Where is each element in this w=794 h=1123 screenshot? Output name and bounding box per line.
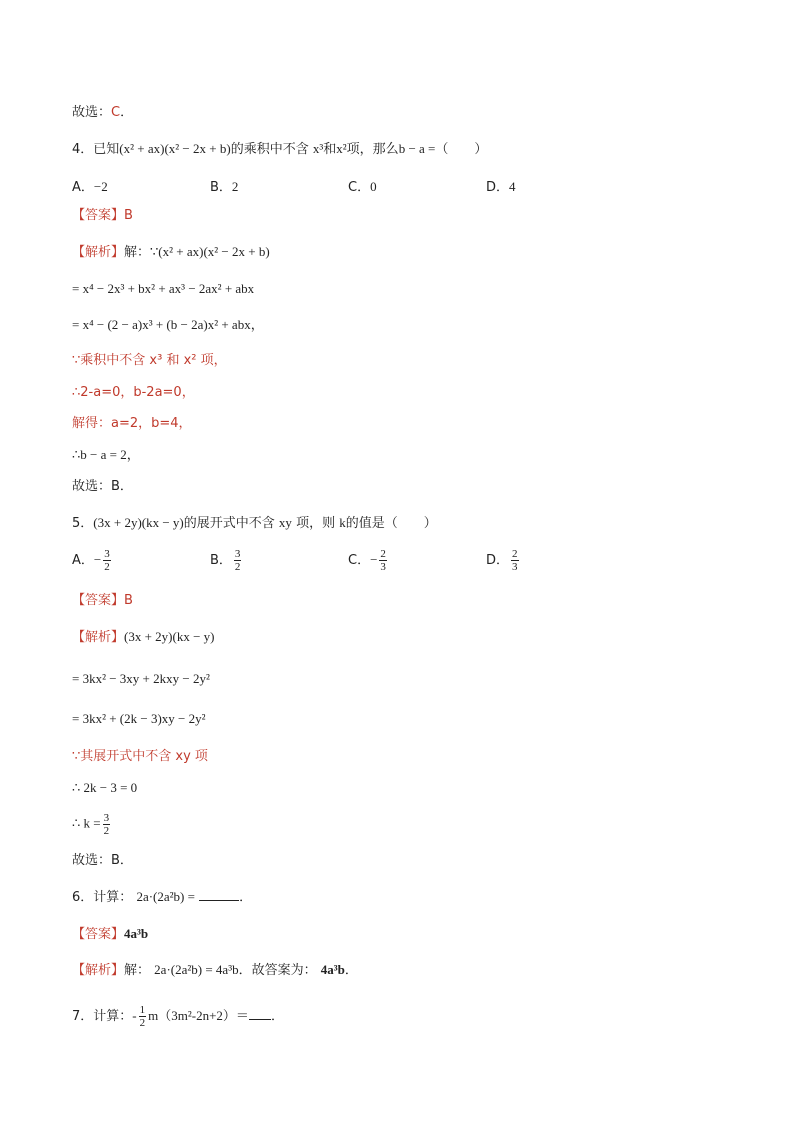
q4-number: 4．	[72, 142, 94, 157]
q5-option-a: A．− $\frac{3}{2}$	[72, 548, 110, 573]
q6-analysis-label: 【解析】	[72, 963, 125, 978]
q4-step6: ∴b − a = 2，	[72, 447, 140, 462]
q7-number: 7．	[72, 1009, 94, 1024]
q5-stem-mid: 的展开式中不含	[183, 516, 275, 531]
q5-option-b: B． $\frac{3}{2}$	[210, 548, 241, 573]
q6-analysis-expr: 2a·(2a²b) = 4a³b	[154, 962, 239, 977]
q6-answer-label: 【答案】	[72, 927, 125, 942]
q5-analysis-expr: (3x + 2y)(kx − y)	[124, 629, 215, 644]
q5-var: k	[339, 515, 346, 530]
q5-step3: ∵其展开式中不含 xy 项	[72, 749, 208, 764]
q5-stem-end: 的值是（ ）	[345, 516, 437, 531]
q4-expression: (x² + ax)(x² − 2x + b)	[119, 141, 231, 156]
q4-paren: （ ）	[435, 142, 488, 157]
q4-conclusion: 故选：B．	[72, 479, 133, 494]
q4-option-a: A．−2	[72, 179, 108, 195]
previous-answer-line	[72, 104, 133, 122]
q5-step1: = 3kx² − 3xy + 2kxy − 2y²	[72, 671, 210, 686]
q4-step1: = x⁴ − 2x³ + bx² + ax³ − 2ax² + abx	[72, 281, 255, 296]
q4-target: b − a =	[398, 141, 436, 156]
q4-stem	[72, 140, 487, 159]
q5-analysis-line	[72, 628, 215, 647]
q6-stem-text: 计算：	[93, 890, 133, 905]
q4-stem-mid: 的乘积中不含	[230, 142, 309, 157]
q5-step2: = 3kx² + (2k − 3)xy − 2y²	[72, 711, 206, 726]
q7-expression: m（3m²-2n+2）＝	[148, 1008, 249, 1023]
q5-number: 5．	[72, 516, 94, 531]
q5-answer-label: 【答案】	[72, 593, 125, 608]
answer-prefix: 故选：	[72, 105, 112, 120]
answer-letter: C	[111, 105, 121, 120]
q5-answer-value: B	[124, 593, 133, 608]
q4-step4: ∴2-a=0，b-2a=0，	[72, 385, 195, 400]
q4-step3: ∵乘积中不含 x³ 和 x² 项，	[72, 353, 227, 368]
q4-answer-value: B	[124, 208, 133, 223]
q4-and: 和	[323, 142, 337, 157]
q4-analysis-expr: (x² + ax)(x² − 2x + b)	[158, 244, 270, 259]
q4-option-b: B．2	[210, 179, 239, 195]
q4-analysis-label: 【解析】	[72, 245, 125, 260]
q6-number: 6．	[72, 890, 94, 905]
q6-expression: 2a·(2a²b) =	[136, 889, 195, 904]
q4-answer-label: 【答案】	[72, 208, 125, 223]
q6-analysis-answer: 4a³b	[320, 962, 345, 977]
q5-term: xy	[278, 515, 292, 530]
q6-analysis-line: 【解析】解： 2a·(2a²b) = 4a³b．故答案为： 4a³b．	[72, 962, 358, 978]
q5-option-d: D． $\frac{2}{3}$	[486, 548, 518, 573]
q4-stem-post: 项，那么	[346, 142, 399, 157]
q7-stem-text: 计算：	[93, 1009, 133, 1024]
q4-analysis-line	[72, 243, 270, 262]
q5-expression: (3x + 2y)(kx − y)	[93, 515, 184, 530]
q5-stem	[72, 514, 437, 533]
q4-option-d: D．4	[486, 179, 516, 195]
q4-step5: 解得：a=2，b=4，	[72, 416, 192, 431]
q4-stem-pre: 已知	[93, 142, 120, 157]
q5-stem-post: 项，则	[296, 516, 336, 531]
q4-option-c: C．0	[348, 179, 377, 195]
q5-step4: ∴ 2k − 3 = 0	[72, 780, 138, 795]
q6-blank	[199, 888, 239, 901]
q4-answer-line	[72, 207, 133, 225]
q6-answer-line	[72, 925, 148, 944]
q6-answer-value: 4a³b	[124, 926, 149, 941]
q7-stem: 7．计算：- $\frac{1}{2}$ m（3m²-2n+2）＝ ．	[72, 1004, 284, 1029]
q5-option-c: C．− $\frac{2}{3}$	[348, 548, 386, 573]
answer-suffix: ．	[120, 105, 134, 120]
q4-analysis-intro: 解：∵	[124, 245, 159, 260]
q5-step5: ∴ k = $\frac{3}{2}$	[72, 812, 110, 837]
q4-term1: x³	[312, 141, 324, 156]
q7-blank	[249, 1007, 271, 1020]
q5-conclusion: 故选：B．	[72, 853, 133, 868]
q6-stem: 6．计算： 2a·(2a²b) = ．	[72, 889, 253, 905]
q5-answer-line	[72, 592, 133, 610]
q5-analysis-label: 【解析】	[72, 630, 125, 645]
q4-step2: = x⁴ − (2 − a)x³ + (b − 2a)x² + abx，	[72, 317, 264, 332]
q4-term2: x²	[336, 141, 347, 156]
